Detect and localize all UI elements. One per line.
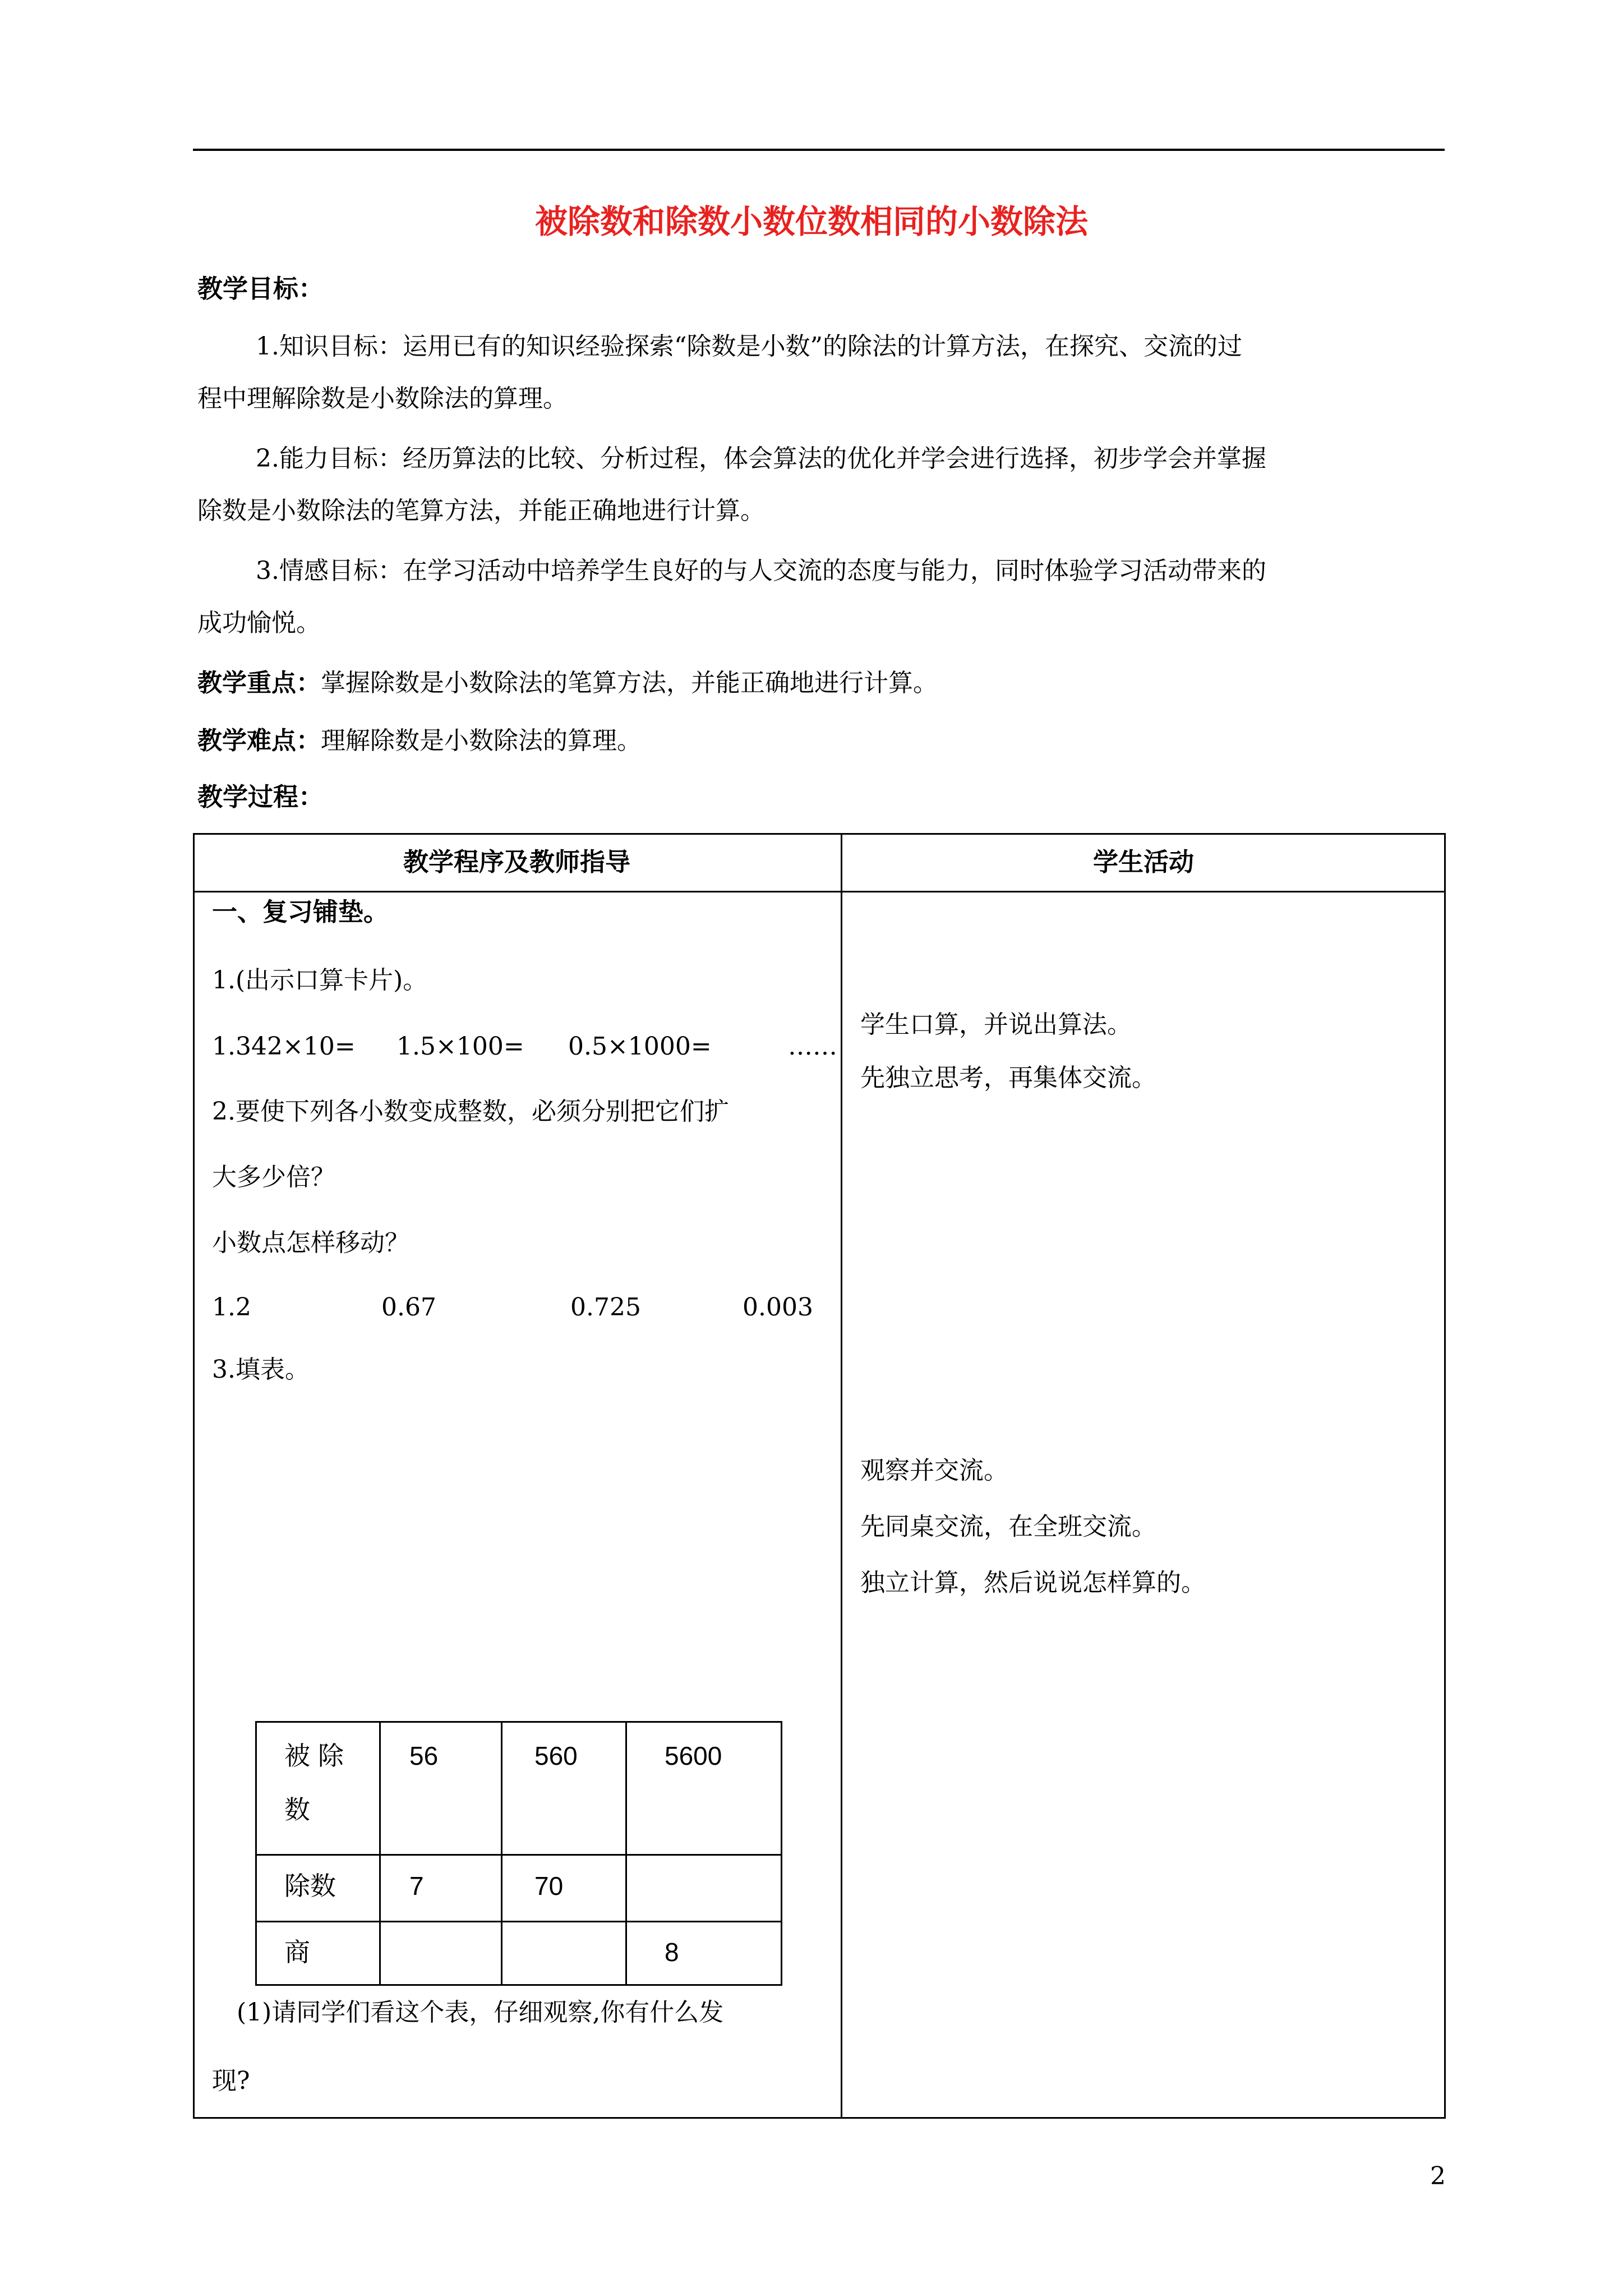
process-table-column-divider [841, 833, 842, 2118]
fill-table-row-label: 被除 [284, 1741, 352, 1770]
key-point-text: 掌握除数是小数除法的笔算方法，并能正确地进行计算。 [321, 669, 938, 697]
decimal-3: 0.725 [570, 1293, 641, 1322]
item-decimal-scaling: 2.要使下列各小数变成整数，必须分别把它们扩 [212, 1097, 729, 1126]
column-header-teacher: 教学程序及教师指导 [403, 847, 630, 877]
item-fill-table: 3.填表。 [212, 1355, 310, 1384]
section-review: 一、复习铺垫。 [212, 897, 389, 927]
objective-1-line-1: 1.知识目标：运用已有的知识经验探索“除数是小数”的除法的计算方法，在探究、交流的过 [256, 332, 1242, 361]
decimal-1: 1.2 [212, 1293, 251, 1322]
header-rule [193, 149, 1445, 151]
fill-table-cell: 560 [534, 1741, 578, 1770]
page-title: 被除数和除数小数位数相同的小数除法 [534, 203, 1088, 241]
fill-table-cell: 56 [409, 1741, 439, 1770]
fill-table-cell: 8 [665, 1938, 679, 1967]
fill-table-cell: 7 [409, 1871, 424, 1901]
item-decimal-scaling-cont: 大多少倍？ [212, 1163, 335, 1191]
objective-2-line-2: 除数是小数除法的笔算方法，并能正确地进行计算。 [197, 496, 765, 525]
fill-table-row-label: 商 [284, 1938, 310, 1967]
question-observe: (1)请同学们看这个表，仔细观察,你有什么发 [237, 1998, 724, 2027]
objective-1-line-2: 程中理解除数是小数除法的算理。 [197, 384, 568, 413]
page-number: 2 [1430, 2162, 1446, 2191]
question-observe-cont: 现? [212, 2067, 250, 2095]
calc-3: 0.5×1000= [568, 1032, 712, 1061]
fill-table-row-label: 数 [284, 1795, 310, 1824]
student-activity: 学生口算，并说出算法。 [860, 1010, 1132, 1039]
student-activity: 独立计算，然后说说怎样算的。 [860, 1568, 1206, 1597]
process-heading: 教学过程： [197, 782, 324, 812]
objectives-heading: 教学目标： [197, 274, 324, 303]
objective-3-line-1: 3.情感目标：在学习活动中培养学生良好的与人交流的态度与能力，同时体验学习活动带来的 [256, 556, 1266, 585]
column-header-student: 学生活动 [1092, 847, 1194, 877]
difficulty-text: 理解除数是小数除法的算理。 [321, 726, 642, 755]
objective-3-line-2: 成功愉悦。 [197, 609, 321, 637]
fill-table-cell: 70 [534, 1871, 564, 1901]
decimal-2: 0.67 [381, 1293, 436, 1322]
fill-table-row-label: 除数 [284, 1871, 336, 1901]
objective-2-line-1: 2.能力目标：经历算法的比较、分析过程，体会算法的优化并学会进行选择，初步学会并掌握 [256, 444, 1266, 473]
student-activity: 先同桌交流，在全班交流。 [860, 1512, 1156, 1541]
calc-1: 1.342×10= [212, 1032, 356, 1061]
calc-2: 1.5×100= [396, 1032, 524, 1061]
process-table-header-divider [193, 891, 1445, 892]
item-decimal-point-move: 小数点怎样移动？ [212, 1228, 409, 1257]
difficulty [197, 723, 642, 759]
key-point-label: 教学重点： [197, 669, 321, 697]
fill-table [255, 1721, 782, 1986]
difficulty-label: 教学难点： [197, 726, 321, 755]
calc-ellipsis: …… [788, 1032, 837, 1061]
item-oral-cards: 1.(出示口算卡片)。 [212, 966, 428, 995]
student-activity: 观察并交流。 [860, 1456, 1008, 1485]
decimal-4: 0.003 [743, 1293, 813, 1322]
fill-table-cell: 5600 [665, 1741, 722, 1770]
key-point [197, 665, 938, 701]
student-activity: 先独立思考，再集体交流。 [860, 1064, 1156, 1092]
